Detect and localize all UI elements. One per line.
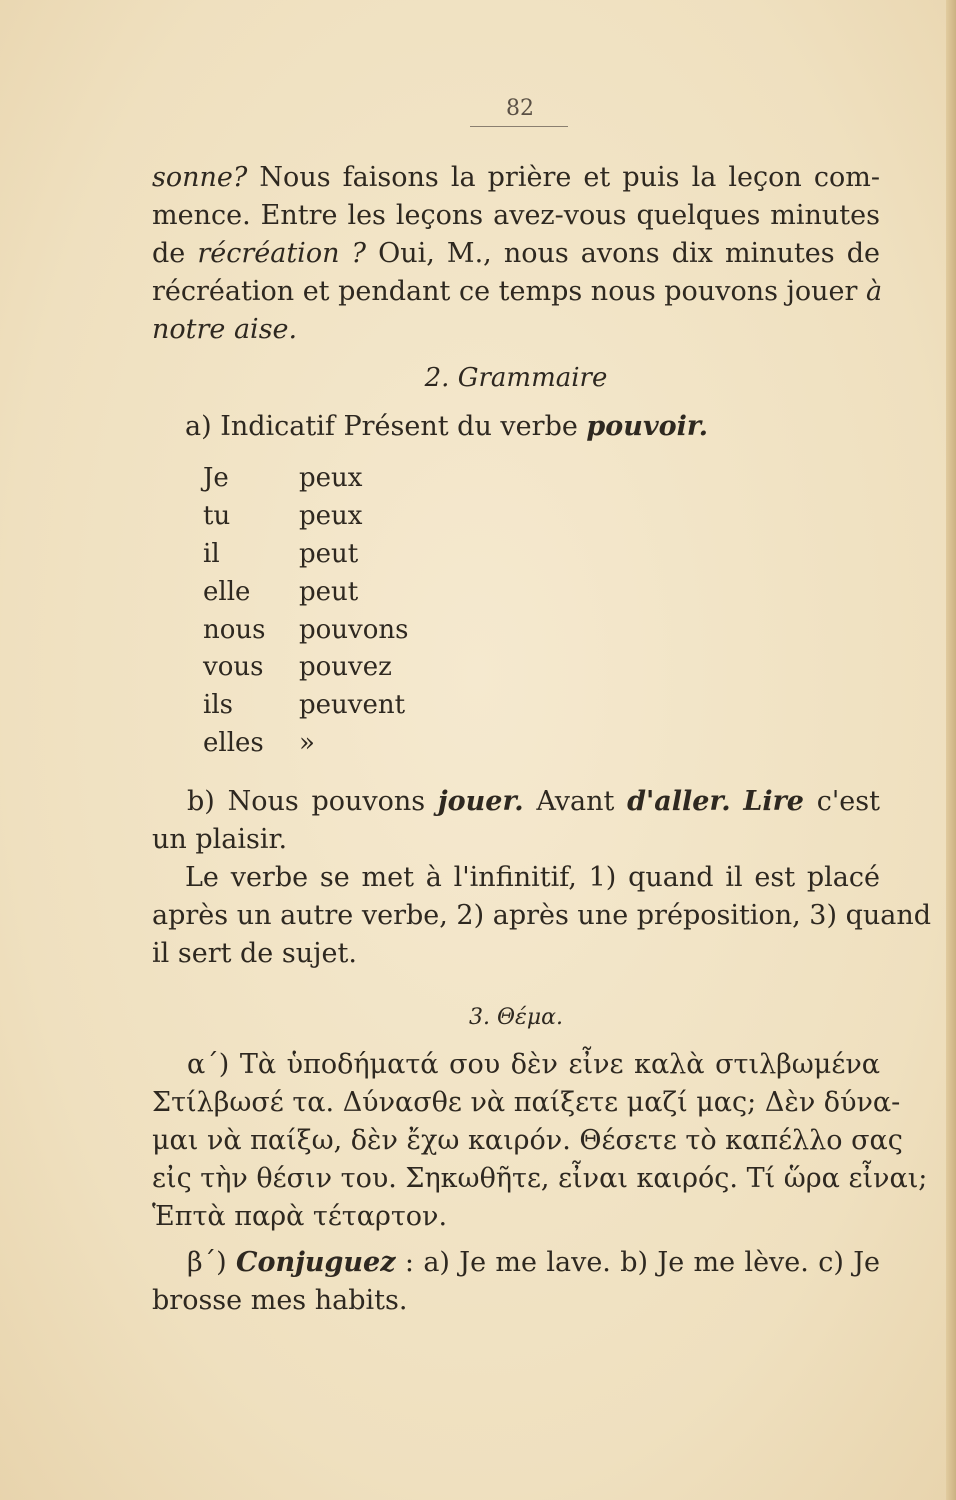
grammar-rule-line-2: après un autre verbe, 2) après une préposition, 3) quand	[152, 900, 932, 931]
exercise-beta-line-1	[187, 1246, 880, 1280]
reading-italic-sonne: sonne?	[152, 162, 248, 193]
conjugation-pronoun: ils	[203, 690, 233, 721]
conjugation-form: peut	[299, 538, 359, 569]
reading-text: de	[152, 238, 198, 269]
exercise-alpha-line-2: Στίλβωσέ τα. Δύνασθε νὰ παίξετε μαζί μας; Δὲν δύνα-	[152, 1087, 901, 1118]
reading-italic-a: à	[866, 276, 883, 307]
page-number-rule	[470, 126, 568, 127]
conjugation-pronoun: nous	[203, 614, 266, 645]
reading-line-1	[152, 161, 880, 195]
conjugation-form: pouvons	[299, 614, 409, 645]
exercise-alpha-line-3: μαι νὰ παίξω, δὲν ἔχω καιρόν. Θέσετε τὸ καπέλλο σας	[152, 1125, 903, 1156]
grammar-heading: 2. Grammaire	[424, 363, 608, 393]
conjugation-pronoun: tu	[203, 500, 231, 531]
reading-line-2: mence. Entre les leçons avez-vous quelques minutes	[152, 200, 880, 231]
conjugation-row	[203, 687, 499, 725]
exercise-alpha-line-5: Ἑπτὰ παρὰ τέταρτον.	[152, 1201, 448, 1232]
section-b-text: c'est	[804, 786, 880, 817]
grammar-rule-line-1: Le verbe se met à l'infinitif, 1) quand il est placé	[185, 862, 880, 893]
conjugation-pronoun: elles	[203, 728, 264, 759]
page-edge	[946, 0, 956, 1500]
conjugation-row	[203, 725, 499, 763]
section-b-text	[731, 786, 744, 817]
conjugation-form: peuvent	[299, 690, 406, 721]
section-b-italic-daller: d'aller.	[627, 786, 731, 817]
conjugation-row	[203, 536, 499, 574]
conjugation-pronoun: il	[203, 538, 220, 569]
section-b-italic-jouer: jouer.	[437, 786, 524, 817]
exercise-beta-line-2: brosse mes habits.	[152, 1285, 408, 1316]
reading-italic-recreation: récréation ?	[197, 238, 367, 269]
conjugation-form: peux	[299, 463, 363, 493]
grammar-section-b-line-2: un plaisir.	[152, 824, 288, 855]
beta-text: : a) Je me lave. b) Je me lève. c) Je	[395, 1247, 880, 1278]
beta-italic-conjuguez: Conjuguez	[235, 1247, 396, 1278]
section-b-text: b) Nous pouvons	[187, 786, 438, 817]
reading-text: récréation et pendant ce temps nous pouvons jouer	[152, 276, 867, 307]
conjugation-pronoun: Je	[203, 463, 229, 493]
conjugation-table	[203, 460, 499, 763]
section-a-verb: pouvoir.	[586, 411, 709, 442]
conjugation-row	[203, 498, 499, 536]
grammar-section-a	[185, 410, 708, 444]
section-b-italic-lire: Lire	[743, 786, 804, 817]
section-a-text: a) Indicatif Présent du verbe	[185, 411, 587, 442]
conjugation-pronoun: vous	[203, 652, 264, 683]
conjugation-form: pouvez	[299, 652, 392, 683]
reading-line-5: notre aise.	[152, 314, 298, 345]
exercise-heading: 3. Θέμα.	[469, 1005, 563, 1030]
section-b-text: Avant	[523, 786, 628, 817]
conjugation-form: peux	[299, 500, 363, 531]
reading-line-4	[152, 275, 883, 309]
grammar-rule-line-3: il sert de sujet.	[152, 938, 357, 969]
conjugation-row	[203, 574, 499, 612]
conjugation-row	[203, 612, 499, 650]
page-number: 82	[506, 96, 534, 121]
exercise-alpha-line-4: εἰς τὴν θέσιν του. Σηκωθῆτε, εἶναι καιρός. Τί ὥρα εἶναι;	[152, 1163, 928, 1194]
conjugation-form: »	[299, 728, 315, 759]
conjugation-row	[203, 649, 499, 687]
conjugation-form: peut	[299, 576, 359, 607]
reading-line-3	[152, 237, 880, 271]
grammar-section-b-line-1	[187, 785, 880, 819]
conjugation-row	[203, 460, 499, 498]
beta-label: β΄)	[187, 1247, 236, 1278]
reading-text: Oui, M., nous avons dix minutes de	[366, 238, 880, 269]
reading-text: Nous faisons la prière et puis la leçon com-	[247, 162, 880, 193]
exercise-alpha-line-1: α΄) Τὰ ὑποδήματά σου δὲν εἶνε καλὰ στιλβωμένα	[187, 1049, 880, 1080]
conjugation-pronoun: elle	[203, 576, 251, 607]
